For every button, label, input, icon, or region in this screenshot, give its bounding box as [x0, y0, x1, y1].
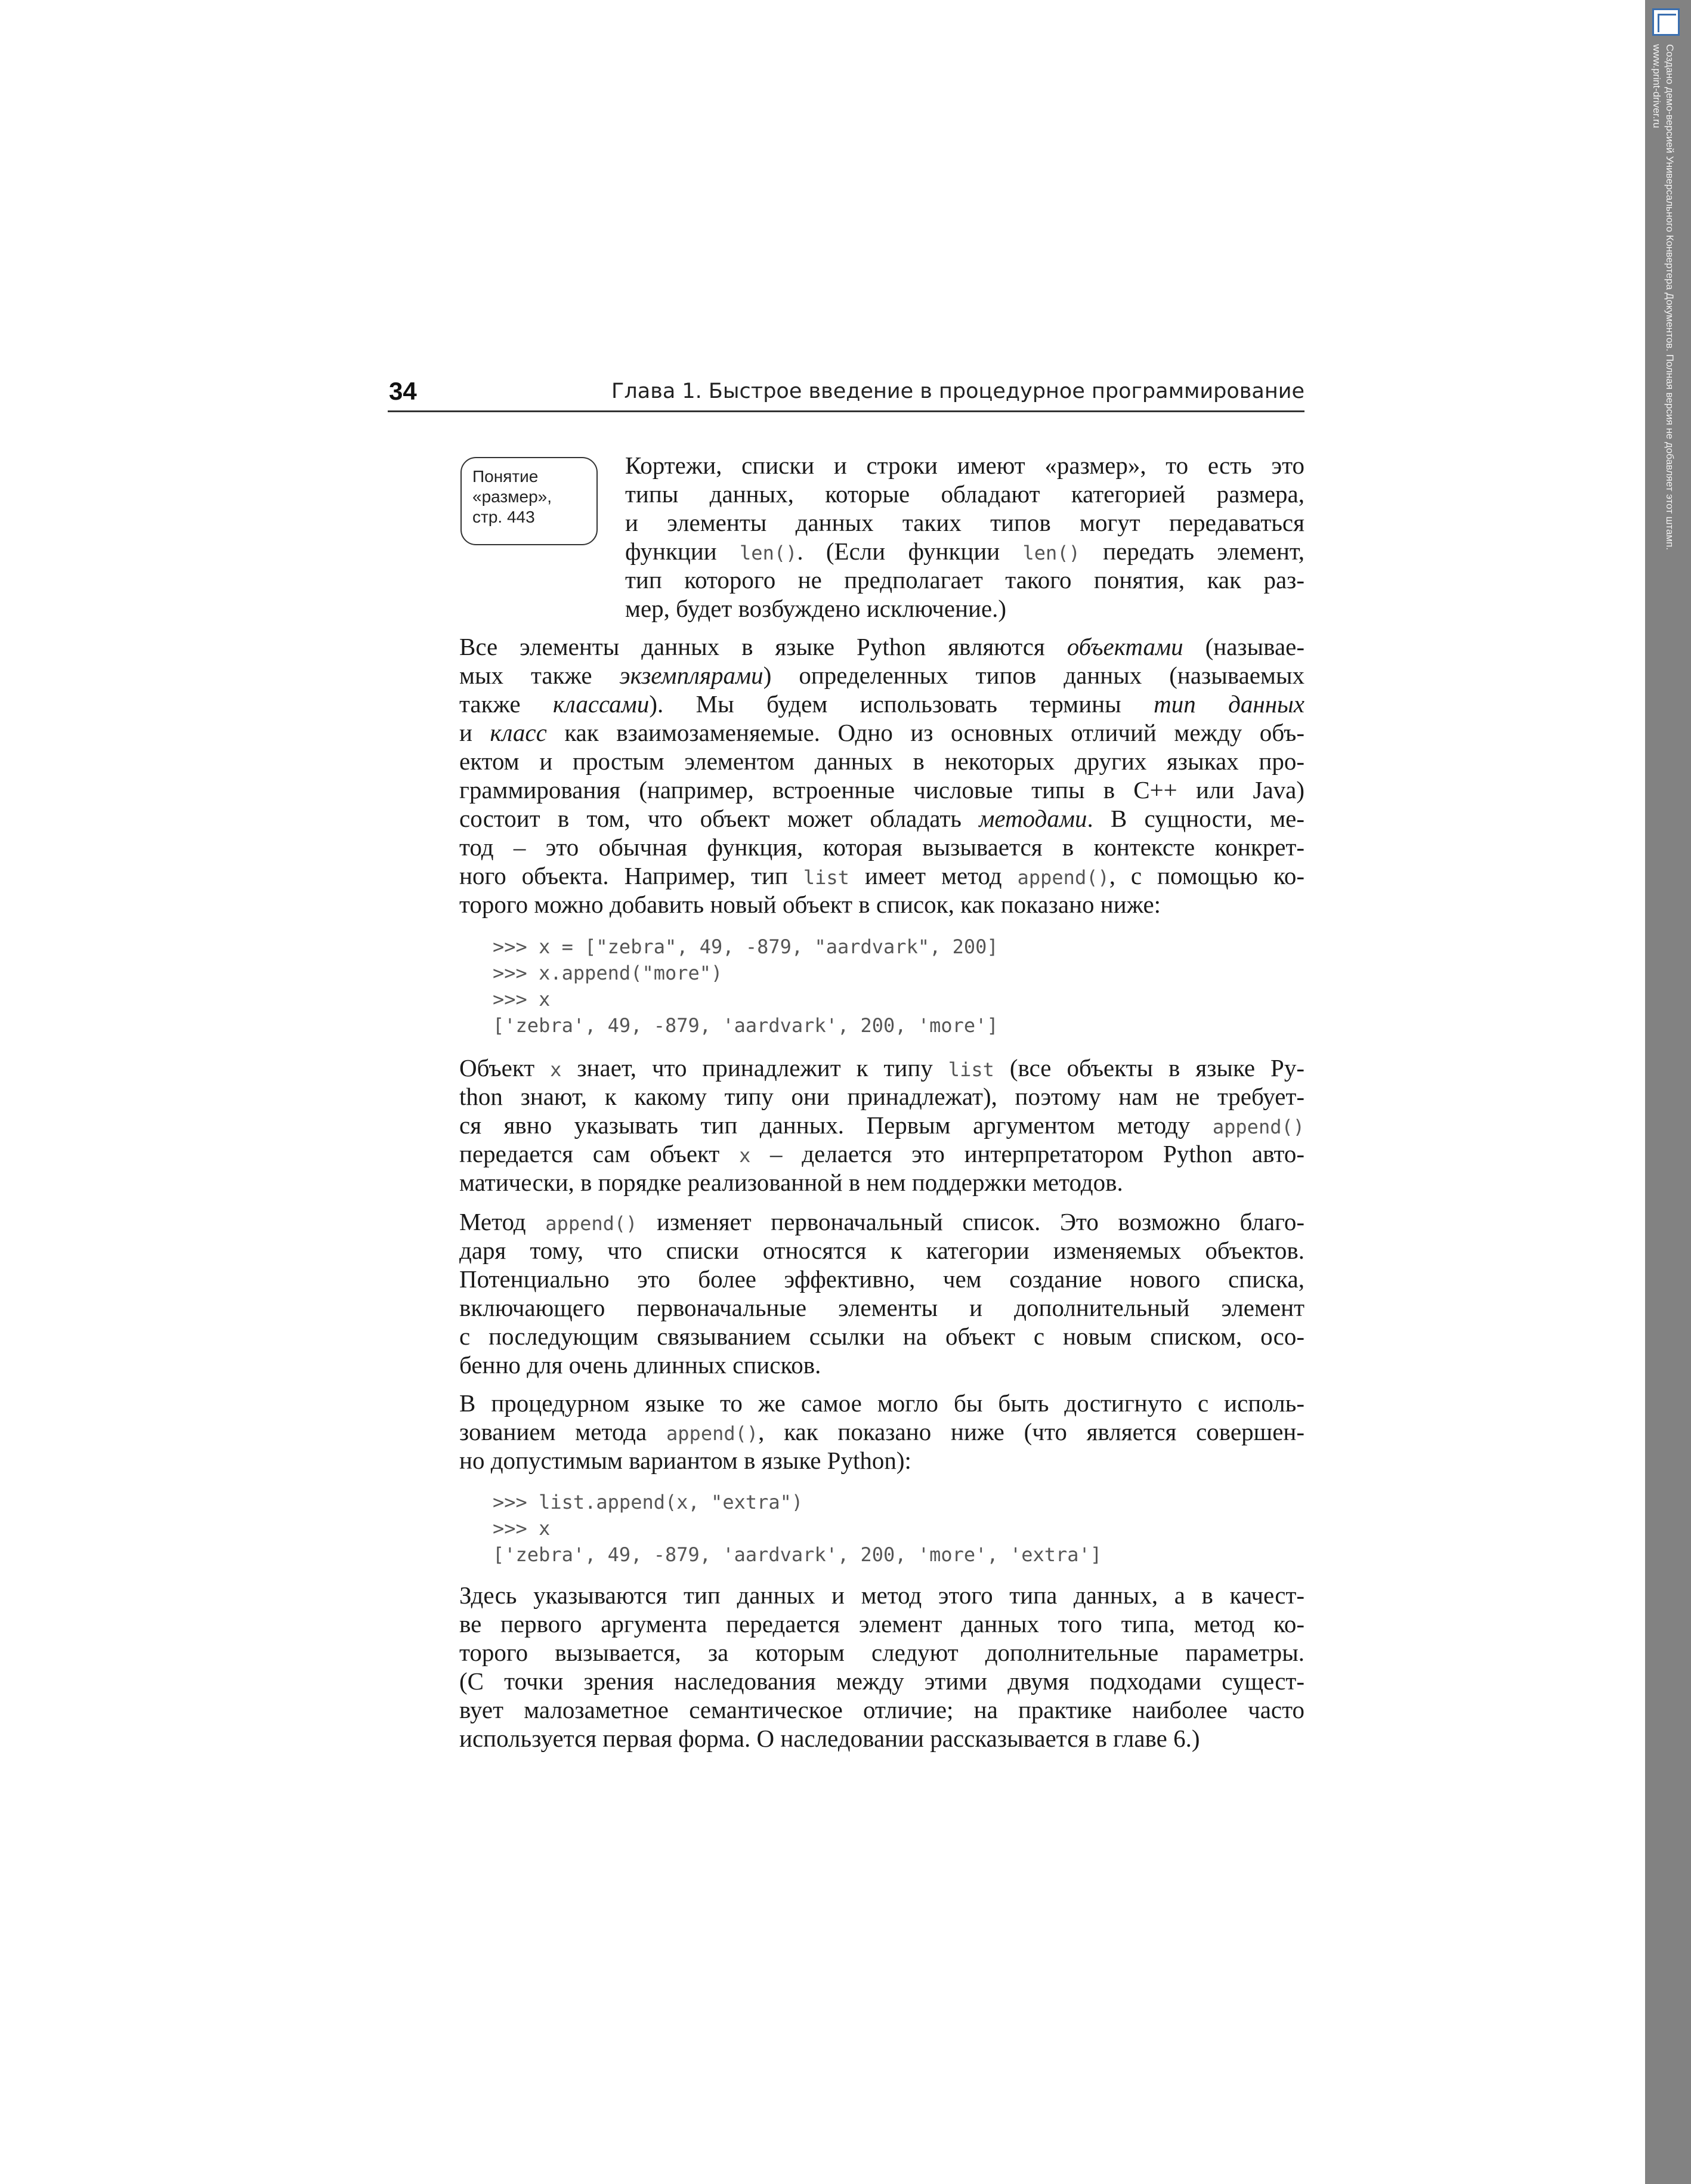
text-run: торого вызывается, за которым следуют дополнительные параметры. — [459, 1639, 1304, 1666]
text-run: – делается это интерпретатором Python авто- — [750, 1140, 1304, 1167]
watermark-text — [1650, 44, 1676, 550]
text-run: вует малозаметное семантическое отличие; на практике наиболее часто — [459, 1696, 1304, 1723]
emphasized-term: объектами — [1066, 633, 1183, 660]
text-run: (С точки зрения наследования между этими двумя подходами сущест- — [459, 1667, 1304, 1695]
text-run: ся явно указывать тип данных. Первым аргументом методу — [459, 1111, 1213, 1139]
text-line — [459, 1610, 1304, 1638]
text-run: передается сам объект — [459, 1140, 740, 1167]
inline-code: list — [948, 1058, 994, 1081]
text-run: передать элемент, — [1080, 537, 1305, 565]
margin-note — [460, 457, 598, 545]
text-run: ) определенных типов данных (называемых — [763, 662, 1304, 689]
text-line — [459, 861, 1304, 892]
text-line — [459, 833, 1304, 861]
inline-code: x — [550, 1058, 562, 1081]
inline-code: len() — [1022, 542, 1080, 564]
text-run: бенно для очень длинных списков. — [459, 1351, 821, 1379]
text-line — [625, 537, 1304, 567]
text-run: Кортежи, списки и строки имеют «размер», то есть это — [625, 452, 1304, 479]
inline-code: x — [739, 1144, 751, 1167]
text-run: с последующим связыванием ссылки на объект с новым списком, осо- — [459, 1323, 1304, 1350]
text-line — [459, 1417, 1304, 1448]
text-line — [459, 632, 1304, 661]
emphasized-term: классами — [552, 690, 650, 718]
code-line: ['zebra', 49, -879, 'aardvark', 200, 'more', 'extra'] — [493, 1543, 1102, 1566]
text-line — [459, 747, 1304, 776]
text-run: (называе- — [1183, 633, 1304, 660]
text-line — [459, 890, 1304, 919]
text-line — [459, 1667, 1304, 1695]
text-run: В процедурном языке то же самое могло бы быть достигнуто с исполь- — [459, 1389, 1304, 1417]
text-line — [459, 661, 1304, 690]
text-run: мых также — [459, 662, 620, 689]
text-run: . (Если функции — [797, 537, 1023, 565]
text-line — [625, 508, 1304, 537]
text-run: ного объекта. Например, тип — [459, 862, 803, 889]
text-line — [459, 1054, 1304, 1084]
inline-code: list — [803, 866, 849, 889]
text-line — [625, 566, 1304, 594]
inline-code: len() — [740, 542, 797, 564]
code-line: >>> x — [493, 1517, 551, 1540]
text-run: , с помощью ко- — [1109, 862, 1304, 889]
text-run: матически, в порядке реализованной в нем поддержки методов. — [459, 1169, 1123, 1196]
code-line: >>> x.append("more") — [493, 962, 723, 984]
text-run: Здесь указываются тип данных и метод этого типа данных, а в качест- — [459, 1581, 1304, 1609]
text-run: как взаимозаменяемые. Одно из основных отличий между объ- — [546, 719, 1304, 746]
text-run: зованием метода — [459, 1418, 667, 1445]
text-run: граммирования (например, встроенные числовые типы в C++ или Java) — [459, 776, 1304, 804]
text-run: и — [459, 719, 490, 746]
text-run: знает, что принадлежит к типу — [561, 1054, 948, 1082]
text-line — [459, 776, 1304, 804]
watermark-line-2: www.print-driver.ru — [1651, 44, 1662, 128]
text-run: ве первого аргумента передается элемент данных того типа, метод ко- — [459, 1610, 1304, 1638]
text-run: но допустимым вариантом в языке Python): — [459, 1447, 911, 1474]
text-line — [459, 1111, 1304, 1141]
text-run: функции — [625, 537, 740, 565]
code-line: ['zebra', 49, -879, 'aardvark', 200, 'more'] — [493, 1014, 998, 1037]
text-line — [625, 480, 1304, 508]
margin-note-line: Понятие — [472, 467, 539, 486]
text-line — [459, 804, 1304, 833]
inline-code: append() — [545, 1212, 638, 1235]
text-run: имеет метод — [849, 862, 1018, 889]
emphasized-term: методами — [979, 805, 1087, 832]
emphasized-term: экземплярами — [619, 662, 763, 689]
text-line — [459, 1389, 1304, 1417]
text-run: тод – это обычная функция, которая вызывается в контексте конкрет- — [459, 833, 1304, 861]
inline-code: append() — [666, 1422, 759, 1445]
text-run: Метод — [459, 1208, 546, 1235]
page-header — [388, 376, 1304, 412]
inline-code: append() — [1212, 1116, 1304, 1138]
text-run: даря тому, что списки относятся к категории изменяемых объектов. — [459, 1237, 1304, 1264]
text-line — [459, 1638, 1304, 1667]
converter-logo-icon — [1652, 8, 1680, 36]
text-run: Объект — [459, 1054, 551, 1082]
page-number: 34 — [389, 377, 417, 405]
code-line: >>> list.append(x, "extra") — [493, 1491, 803, 1513]
text-run: ). Мы будем использовать термины — [649, 690, 1154, 718]
text-run: мер, будет возбуждено исключение.) — [625, 595, 1007, 622]
text-line — [459, 1236, 1304, 1265]
text-run: , как показано ниже (что является совершен- — [758, 1418, 1304, 1445]
chapter-title: Глава 1. Быстрое введение в процедурное программирование — [611, 379, 1304, 403]
text-run: и элементы данных таких типов могут передаваться — [625, 509, 1304, 536]
text-run: состоит в том, что объект может обладать — [459, 805, 979, 832]
text-line — [459, 1265, 1304, 1293]
text-run: ектом и простым элементом данных в некоторых других языках про- — [459, 747, 1304, 775]
text-run: также — [459, 690, 553, 718]
code-line: >>> x = ["zebra", 49, -879, "aardvark", 200] — [493, 935, 998, 958]
text-run: . В сущности, ме- — [1087, 805, 1304, 832]
text-run: включающего первоначальные элементы и дополнительный элемент — [459, 1294, 1304, 1321]
text-run: типы данных, которые обладают категорией размера, — [625, 480, 1304, 508]
text-run: тип которого не предполагает такого понятия, как раз- — [625, 566, 1304, 594]
text-line — [459, 1351, 1304, 1379]
text-line — [459, 1207, 1304, 1238]
text-run: (все объекты в языке Py- — [994, 1054, 1304, 1082]
text-run: Все элементы данных в языке Python являются — [459, 633, 1067, 660]
code-line: >>> x — [493, 988, 551, 1011]
watermark-line-1: Создано демо-версией Универсального Конвертера Документов. Полная версия не добавляет этот штамп. — [1664, 44, 1675, 551]
emphasized-term: класс — [490, 719, 547, 746]
text-run: торого можно добавить новый объект в список, как показано ниже: — [459, 891, 1161, 918]
margin-note-line: стр. 443 — [472, 508, 535, 526]
text-line — [459, 690, 1304, 718]
text-line — [459, 1446, 1304, 1475]
text-run: thon знают, к какому типу они принадлежат), поэтому нам не требует- — [459, 1083, 1304, 1110]
inline-code: append() — [1017, 866, 1109, 889]
text-line — [459, 1322, 1304, 1351]
text-line — [459, 1581, 1304, 1610]
text-line — [625, 451, 1304, 480]
text-line — [459, 1082, 1304, 1111]
text-run: изменяет первоначальный список. Это возможно благо- — [637, 1208, 1304, 1235]
text-line — [459, 1724, 1304, 1753]
margin-note-line: «размер», — [472, 487, 552, 506]
text-line — [625, 594, 1304, 623]
emphasized-term: тип данных — [1154, 690, 1304, 718]
text-line — [459, 1695, 1304, 1724]
text-run: используется первая форма. О наследовании рассказывается в главе 6.) — [459, 1725, 1200, 1752]
text-run: Потенциально это более эффективно, чем создание нового списка, — [459, 1265, 1304, 1293]
text-line — [459, 718, 1304, 747]
text-line — [459, 1139, 1304, 1170]
text-line — [459, 1293, 1304, 1322]
text-line — [459, 1168, 1304, 1197]
